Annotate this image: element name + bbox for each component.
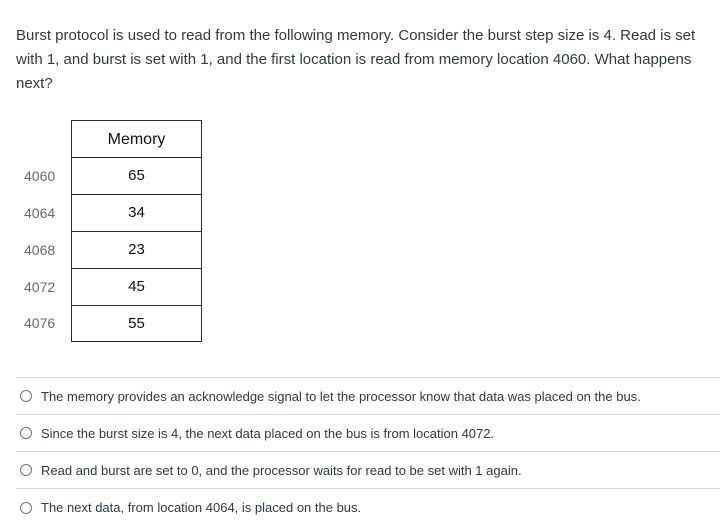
address-label: 4076 <box>24 315 56 331</box>
memory-cell: 65 <box>72 158 201 195</box>
address-label: 4064 <box>24 205 56 221</box>
radio-button[interactable] <box>20 464 32 476</box>
address-label: 4068 <box>24 242 56 258</box>
memory-table-header: Memory <box>72 121 201 158</box>
answer-option-1[interactable] <box>16 378 720 415</box>
memory-cell: 23 <box>72 232 201 269</box>
memory-table <box>71 120 202 342</box>
answer-label: Since the burst size is 4, the next data placed on the bus is from location 4072. <box>41 425 495 441</box>
answer-label: The memory provides an acknowledge signal to let the processor know that data was placed on the bus. <box>41 388 641 404</box>
question-text: Burst protocol is used to read from the following memory. Consider the burst step size is 4. Read is set with 1, and burst is set with 1, and the first location is read from memory location 4060. What happens next? <box>16 27 696 92</box>
address-label: 4072 <box>24 279 56 295</box>
memory-cell: 45 <box>72 269 201 306</box>
answer-option-4[interactable] <box>16 489 720 526</box>
answer-option-2[interactable] <box>16 415 720 452</box>
answer-label: The next data, from location 4064, is placed on the bus. <box>41 500 362 515</box>
answer-option-3[interactable] <box>16 452 720 489</box>
memory-cell: 55 <box>128 315 145 332</box>
address-label: 4060 <box>24 168 56 184</box>
radio-button[interactable] <box>20 427 32 439</box>
answer-options <box>16 377 720 526</box>
memory-cell: 34 <box>72 195 201 232</box>
radio-button[interactable] <box>20 390 32 402</box>
radio-button[interactable] <box>20 502 32 514</box>
answer-label: Read and burst are set to 0, and the processor waits for read to be set with 1 again. <box>41 462 522 478</box>
